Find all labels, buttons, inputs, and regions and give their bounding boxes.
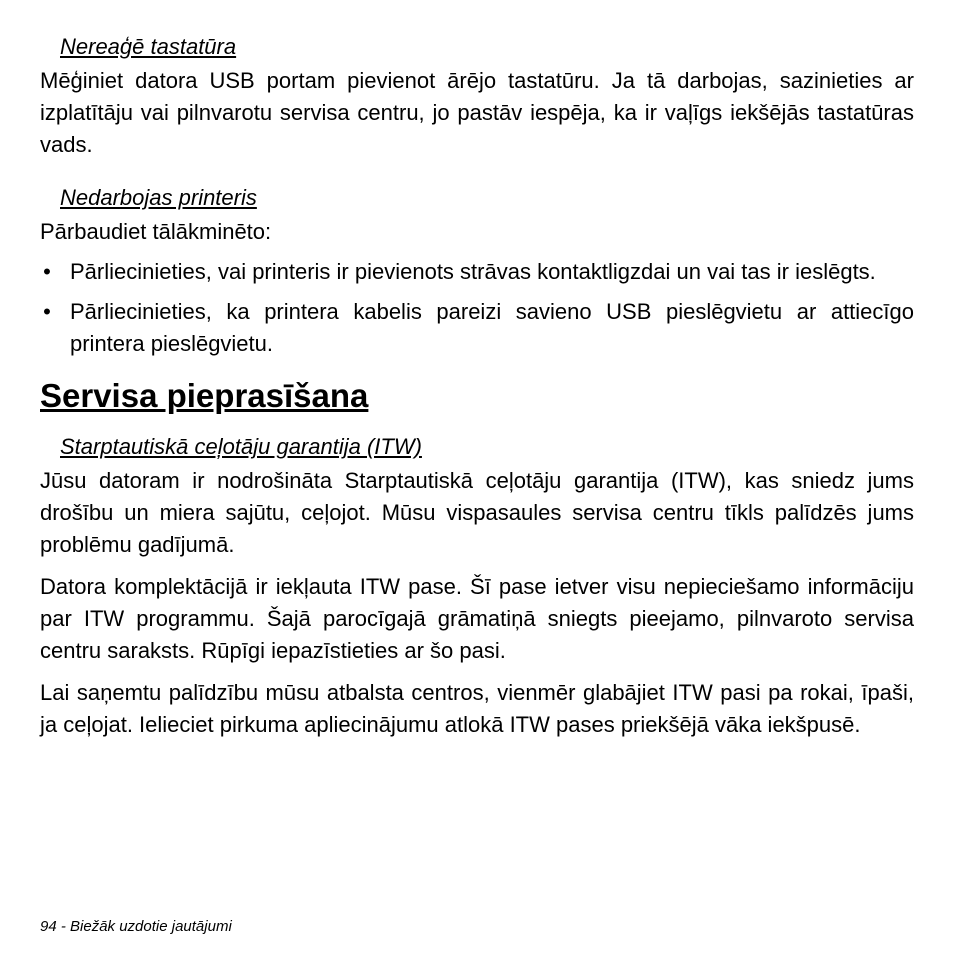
printer-intro: Pārbaudiet tālākminēto: xyxy=(40,219,272,244)
list-item xyxy=(40,296,914,360)
itw-paragraph-3: Lai saņemtu palīdzību mūsu atbalsta centros, vienmēr glabājiet ITW pasi pa rokai, īpaši, ja ceļojat. Ielieciet pirkuma apliecinājumu atlokā ITW pases priekšējā vāka iekšpusē. xyxy=(40,680,914,737)
itw-paragraph-2: Datora komplektācijā ir iekļauta ITW pase. Šī pase ietver visu nepieciešamo informāciju par ITW programmu. Šajā parocīgajā grāmatiņā sniegts pieejamo, pilnvaroto servisa centru saraksts. Rūpīgi iepazīstieties ar šo pasi. xyxy=(40,574,914,663)
keyboard-subheading: Nereaģē tastatūra xyxy=(60,34,237,59)
itw-paragraph-1: Jūsu datoram ir nodrošināta Starptautiskā ceļotāju garantija (ITW), kas sniedz jums drošību un miera sajūtu, ceļojot. Mūsu vispasaules servisa centru tīkls palīdzēs jums problēmu gadījumā. xyxy=(40,468,914,557)
keyboard-paragraph: Mēģiniet datora USB portam pievienot ārējo tastatūru. Ja tā darbojas, sazinieties ar izplatītāju vai pilnvarotu servisa centru, jo pastāv iespēja, ka ir vaļīgs iekšējās tastatūras vads. xyxy=(40,68,914,157)
section-title: Servisa pieprasīšana xyxy=(40,377,369,414)
list-item xyxy=(40,256,914,288)
document-page xyxy=(40,32,914,741)
bullet-icon: • xyxy=(43,299,51,324)
page-footer: 94 - Biežāk uzdotie jautājumi xyxy=(40,918,232,935)
itw-subheading: Starptautiskā ceļotāju garantija (ITW) xyxy=(60,434,422,459)
bullet-icon: • xyxy=(43,259,51,284)
list-item-text: Pārliecinieties, vai printeris ir pievienots strāvas kontaktligzdai un vai tas ir ieslēgts. xyxy=(70,259,876,284)
printer-checklist xyxy=(40,256,914,360)
printer-subheading: Nedarbojas printeris xyxy=(60,185,257,210)
list-item-text: Pārliecinieties, ka printera kabelis pareizi savieno USB pieslēgvietu ar attiecīgo printera pieslēgvietu. xyxy=(70,299,914,356)
